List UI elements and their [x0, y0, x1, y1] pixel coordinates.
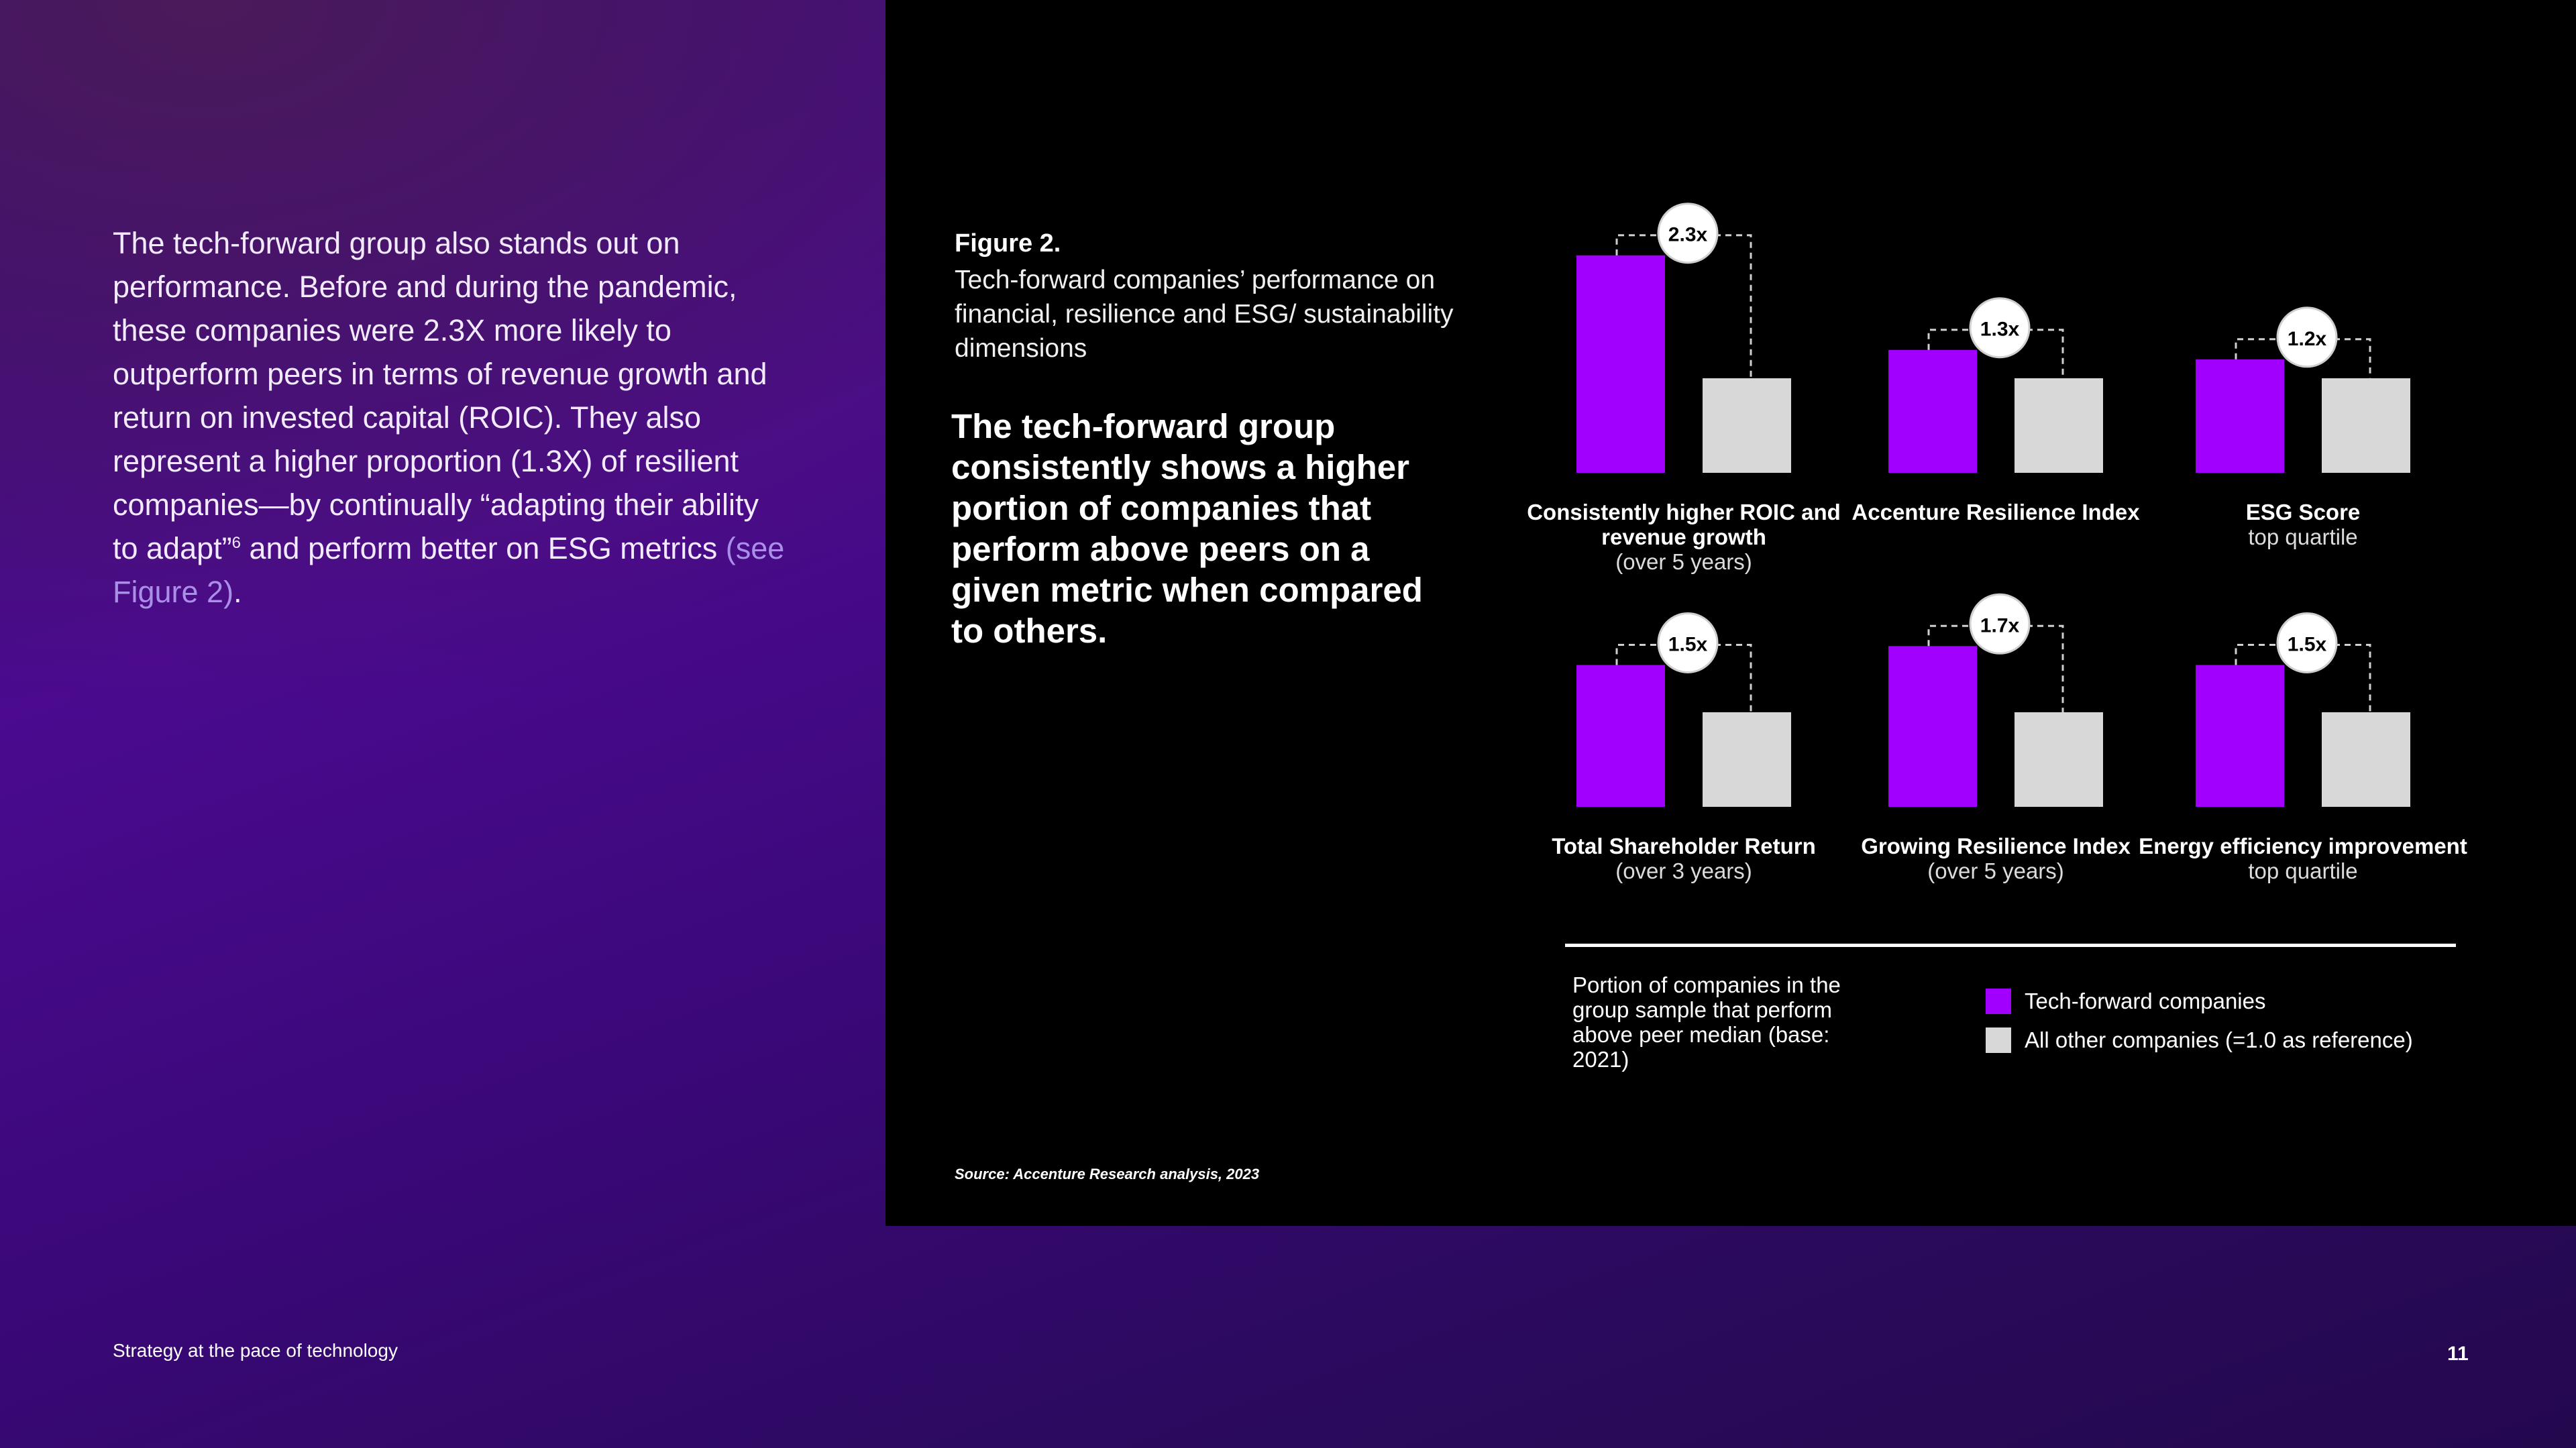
metric-label — [1828, 500, 2163, 524]
metric-label — [2135, 834, 2471, 883]
legend-swatch-others — [1986, 1027, 2011, 1053]
bar-others — [1703, 378, 1791, 473]
metric-title: Energy efficiency improvement — [2139, 834, 2467, 858]
metric-subtitle: (over 3 years) — [1615, 858, 1752, 883]
multiplier-label: 1.5x — [1668, 633, 1708, 656]
metric-label — [2135, 500, 2471, 549]
legend-note: Portion of companies in the group sample that perform above peer median (base: 2021) — [1572, 972, 1841, 1072]
bar-others — [2322, 712, 2410, 807]
bar-others — [2015, 378, 2103, 473]
figure-headline: The tech-forward group consistently shows a higher portion of companies that perform above peers on a given metric when compared to others. — [951, 407, 1423, 650]
legend — [1986, 982, 2413, 1060]
bar-tech-forward — [1888, 646, 1977, 807]
figure-reference-link[interactable]: (see Figure 2) — [113, 531, 785, 609]
body-text-part1: The tech-forward group also stands out on performance. Before and during the pandemic, these companies were 2.3X more likely to outperform peers in terms of revenue growth and return on invested capital (ROIC). They also represent a higher proportion (1.3X) of resilient companies—by continually “adapting their ability to adapt” — [113, 226, 767, 565]
legend-label-tech-forward: Tech-forward companies — [2025, 989, 2266, 1013]
metric-label — [1828, 834, 2163, 883]
footnote-marker[interactable]: 6 — [231, 534, 241, 552]
multiplier-label: 1.3x — [1980, 318, 2020, 341]
legend-item-tech-forward — [1986, 982, 2413, 1021]
metric-title: Growing Resilience Index — [1861, 834, 2131, 858]
legend-divider — [1565, 944, 2456, 947]
metric-subtitle: (over 5 years) — [1615, 549, 1752, 574]
multiplier-label: 2.3x — [1668, 223, 1708, 246]
bar-tech-forward — [1888, 350, 1977, 473]
metric-subtitle: (over 5 years) — [1927, 858, 2064, 883]
multiplier-label: 1.7x — [1980, 614, 2020, 637]
bar-tech-forward — [2196, 359, 2284, 473]
metric-title: Consistently higher ROIC and revenue growth — [1527, 500, 1841, 549]
legend-item-others — [1986, 1021, 2413, 1060]
multiplier-label: 1.2x — [2287, 327, 2327, 350]
bar-others — [2322, 378, 2410, 473]
metric-title: ESG Score — [2245, 500, 2361, 524]
figure-subtitle: Tech-forward companies’ performance on financial, resilience and ESG/ sustainability dimensions — [955, 266, 1454, 363]
bar-others — [1703, 712, 1791, 807]
bar-others — [2015, 712, 2103, 807]
metric-label — [1516, 834, 1851, 883]
multiplier-label: 1.5x — [2287, 633, 2327, 656]
bar-tech-forward — [1576, 665, 1665, 807]
legend-swatch-tech-forward — [1986, 989, 2011, 1014]
metric-title: Accenture Resilience Index — [1851, 500, 2140, 524]
figure-source: Source: Accenture Research analysis, 2023 — [955, 1166, 1260, 1182]
metric-label — [1516, 500, 1851, 574]
body-text-part2: and perform better on ESG metrics — [241, 531, 726, 565]
metric-title: Total Shareholder Return — [1552, 834, 1816, 858]
page-number: 11 — [2447, 1343, 2469, 1365]
metric-subtitle: top quartile — [2248, 858, 2358, 883]
legend-label-others: All other companies (=1.0 as reference) — [2025, 1027, 2413, 1052]
bar-tech-forward — [1576, 256, 1665, 473]
figure-label: Figure 2. — [955, 229, 1061, 258]
metric-subtitle: top quartile — [2248, 524, 2358, 549]
body-text-period: . — [233, 575, 242, 609]
footer-title: Strategy at the pace of technology — [113, 1340, 398, 1361]
bar-tech-forward — [2196, 665, 2284, 807]
